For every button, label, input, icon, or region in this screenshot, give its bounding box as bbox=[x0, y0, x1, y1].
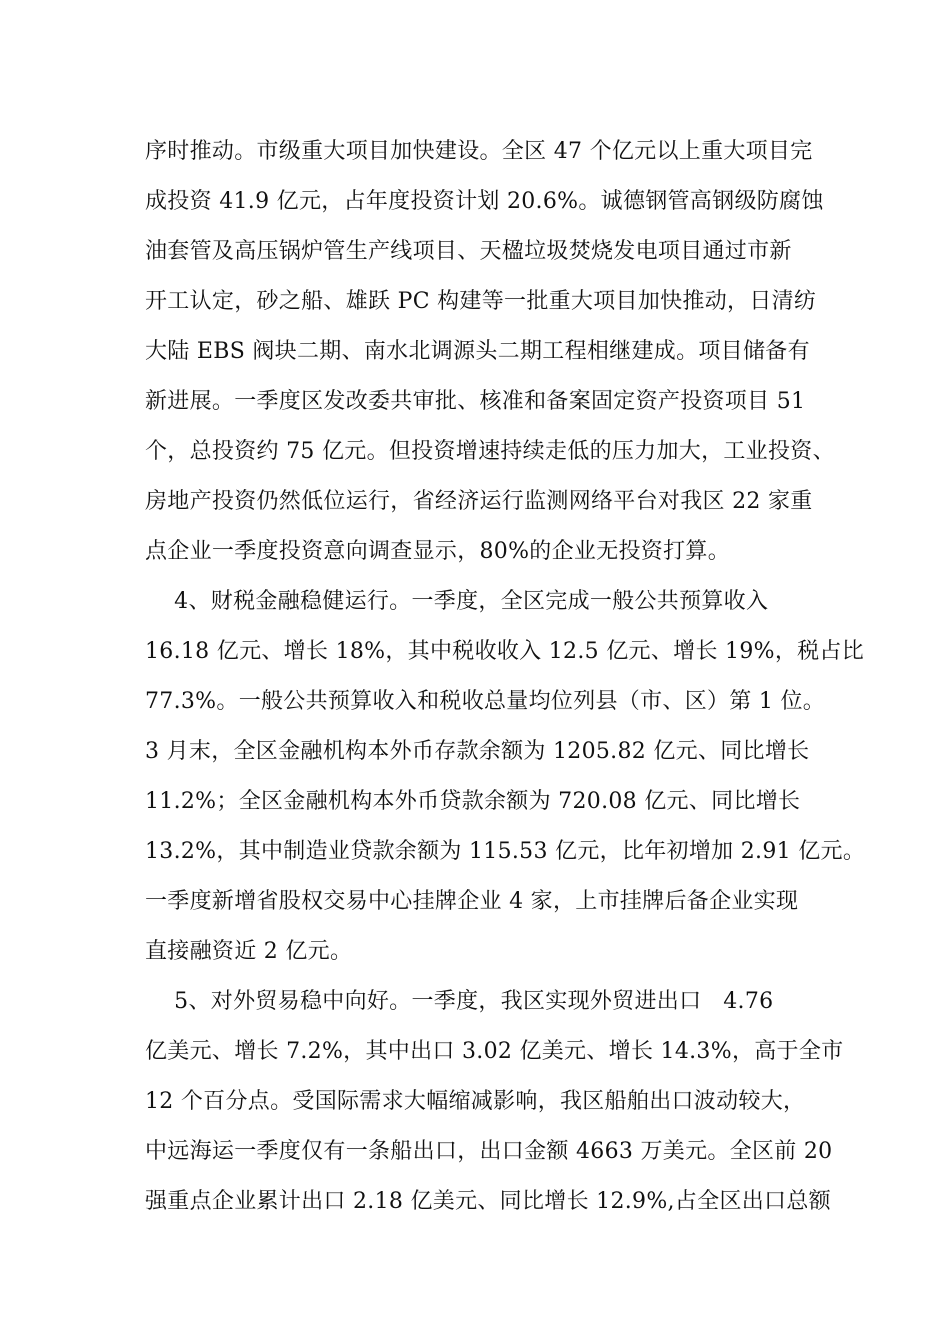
text-line-18: 5、对外贸易稳中向好。一季度，我区实现外贸进出口 4.76 bbox=[145, 989, 774, 1014]
text-line-19: 亿美元、增长 7.2%，其中出口 3.02 亿美元、增长 14.3%，高于全市 bbox=[145, 1039, 844, 1064]
text-line-17: 直接融资近 2 亿元。 bbox=[145, 939, 353, 964]
text-line-3: 油套管及高压锅炉管生产线项目、天楹垃圾焚烧发电项目通过市新 bbox=[145, 239, 792, 264]
text-line-14: 11.2%；全区金融机构本外币贷款余额为 720.08 亿元、同比增长 bbox=[145, 789, 801, 814]
text-line-2: 成投资 41.9 亿元，占年度投资计划 20.6%。诚德钢管高钢级防腐蚀 bbox=[145, 189, 824, 214]
text-line-9: 点企业一季度投资意向调查显示，80%的企业无投资打算。 bbox=[145, 539, 730, 564]
text-line-20: 12 个百分点。受国际需求大幅缩减影响，我区船舶出口波动较大， bbox=[145, 1089, 806, 1114]
text-line-15: 13.2%，其中制造业贷款余额为 115.53 亿元，比年初增加 2.91 亿元。 bbox=[145, 839, 866, 864]
text-line-1: 序时推动。市级重大项目加快建设。全区 47 个亿元以上重大项目完 bbox=[145, 139, 813, 164]
text-line-10: 4、财税金融稳健运行。一季度，全区完成一般公共预算收入 bbox=[145, 589, 769, 614]
text-line-7: 个，总投资约 75 亿元。但投资增速持续走低的压力加大，工业投资、 bbox=[145, 439, 835, 464]
text-line-8: 房地产投资仍然低位运行，省经济运行监测网络平台对我区 22 家重 bbox=[145, 489, 813, 514]
text-line-5: 大陆 EBS 阀块二期、南水北调源头二期工程相继建成。项目储备有 bbox=[145, 339, 810, 364]
text-line-22: 强重点企业累计出口 2.18 亿美元、同比增长 12.9%,占全区出口总额 bbox=[145, 1189, 831, 1214]
text-line-6: 新进展。一季度区发改委共审批、核准和备案固定资产投资项目 51 bbox=[145, 389, 806, 414]
text-line-11: 16.18 亿元、增长 18%，其中税收收入 12.5 亿元、增长 19%，税占比 bbox=[145, 639, 865, 664]
text-line-13: 3 月末，全区金融机构本外币存款余额为 1205.82 亿元、同比增长 bbox=[145, 739, 810, 764]
text-line-16: 一季度新增省股权交易中心挂牌企业 4 家，上市挂牌后备企业实现 bbox=[145, 889, 799, 914]
text-line-21: 中远海运一季度仅有一条船出口，出口金额 4663 万美元。全区前 20 bbox=[145, 1139, 833, 1164]
text-line-12: 77.3%。一般公共预算收入和税收总量均位列县（市、区）第 1 位。 bbox=[145, 689, 826, 714]
text-line-4: 开工认定，砂之船、雄跃 PC 构建等一批重大项目加快推动，日清纺 bbox=[145, 289, 817, 314]
